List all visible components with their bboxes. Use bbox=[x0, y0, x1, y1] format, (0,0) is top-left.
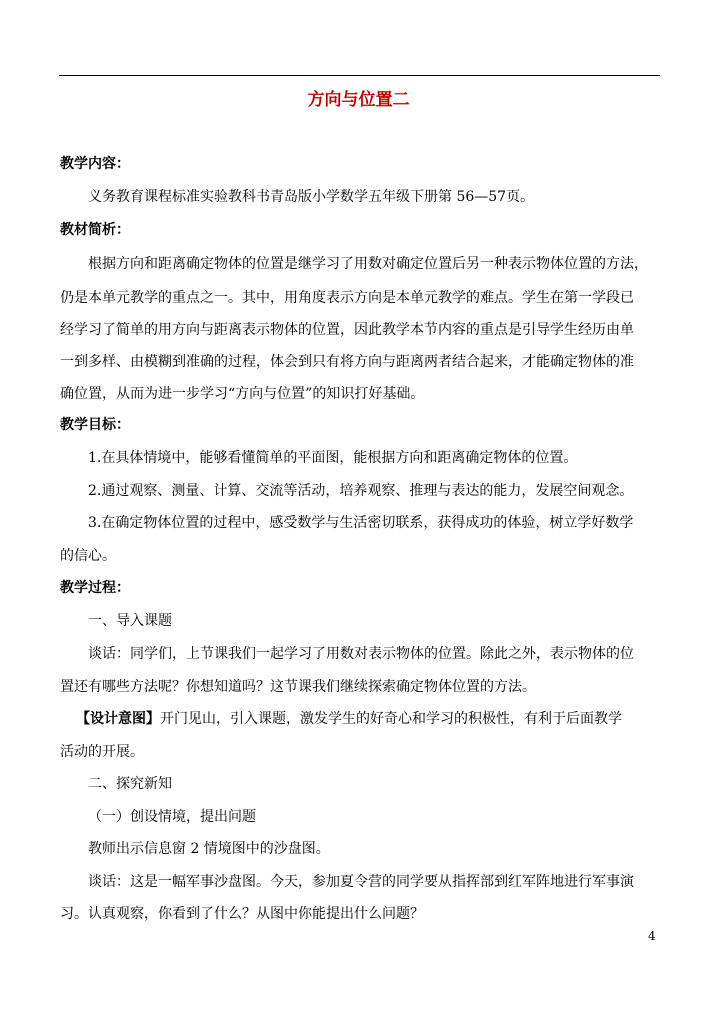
teaching-goals-heading: 教学目标： bbox=[60, 417, 130, 433]
process-line: 置还有哪些方法呢？你想知道吗？这节课我们继续探索确定物体位置的方法。 bbox=[60, 679, 536, 695]
explore-line: 教师出示信息窗 2 情境图中的沙盘图。 bbox=[88, 841, 330, 857]
explore-subheading: 二、探究新知 bbox=[88, 776, 172, 792]
header-rule bbox=[59, 75, 660, 76]
design-intent-line bbox=[76, 709, 622, 729]
page-number: 4 bbox=[648, 929, 656, 943]
goal-item: 1.在具体情境中，能够看懂简单的平面图，能根据方向和距离确定物体的位置。 bbox=[88, 450, 578, 466]
analysis-line: 仍是本单元教学的重点之一。其中，用角度表示方向是本单元教学的难点。学生在第一学段已 bbox=[60, 290, 634, 306]
teaching-content-text: 义务教育课程标准实验教科书青岛版小学数学五年级下册第 56—57页。 bbox=[88, 189, 535, 205]
explore-line: 习。认真观察，你看到了什么？从图中你能提出什么问题？ bbox=[60, 906, 424, 922]
teaching-content-heading: 教学内容： bbox=[60, 156, 130, 172]
goal-item: 2.通过观察、测量、计算、交流等活动，培养观察、推理与表达的能力，发展空间观念。 bbox=[88, 483, 634, 499]
goal-item-continuation: 的信心。 bbox=[60, 548, 116, 564]
analysis-line: 经学习了简单的用方向与距离表示物体的位置，因此教学本节内容的重点是引导学生经历由单 bbox=[60, 322, 634, 338]
teaching-process-heading: 教学过程： bbox=[60, 580, 130, 596]
explore-subsubheading: （一）创设情境，提出问题 bbox=[88, 809, 256, 825]
explore-line: 谈话：这是一幅军事沙盘图。今天，参加夏令营的同学要从指挥部到红军阵地进行军事演 bbox=[88, 874, 634, 890]
design-intent-text: 开门见山，引入课题，激发学生的好奇心和学习的积极性，有利于后面教学 bbox=[160, 711, 622, 727]
design-intent-continuation: 活动的开展。 bbox=[60, 744, 144, 760]
analysis-line: 一到多样、由模糊到准确的过程，体会到只有将方向与距离两者结合起来，才能确定物体的准 bbox=[60, 354, 634, 370]
analysis-line: 根据方向和距离确定物体的位置是继学习了用数对确定位置后另一种表示物体位置的方法， bbox=[88, 256, 648, 272]
design-intent-label: 【设计意图】 bbox=[76, 711, 160, 727]
process-subheading: 一、导入课题 bbox=[88, 613, 172, 629]
material-analysis-heading: 教材简析： bbox=[60, 222, 130, 238]
analysis-line: 确位置，从而为进一步学习“方向与位置”的知识打好基础。 bbox=[60, 386, 425, 402]
document-title: 方向与位置二 bbox=[307, 90, 410, 110]
goal-item: 3.在确定物体位置的过程中，感受数学与生活密切联系，获得成功的体验，树立学好数学 bbox=[88, 515, 634, 531]
process-line: 谈话：同学们，上节课我们一起学习了用数对表示物体的位置。除此之外，表示物体的位 bbox=[88, 646, 634, 662]
